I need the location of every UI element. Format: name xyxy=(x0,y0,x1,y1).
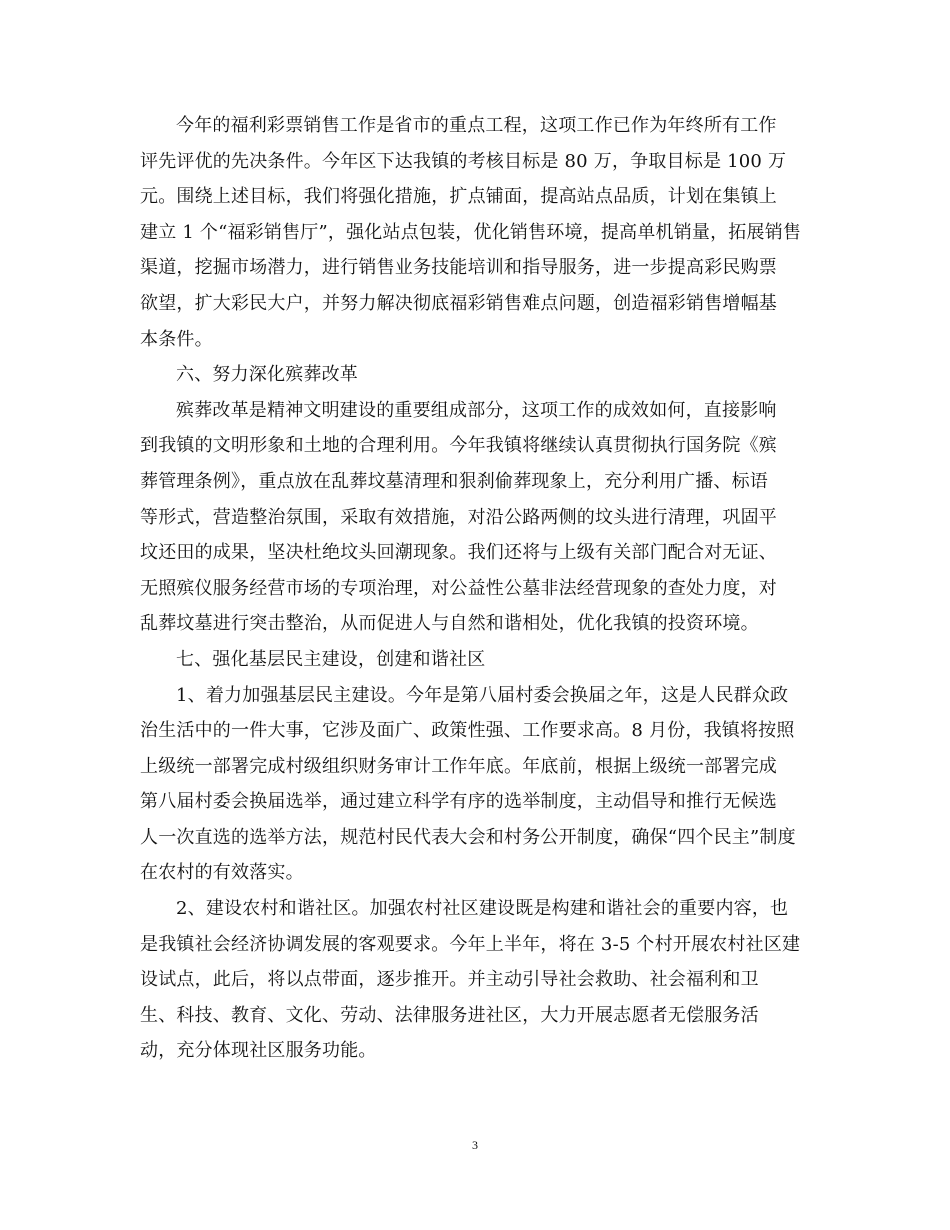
paragraph-line: 乱葬坟墓进行突击整治，从而促进人与自然和谐相处，优化我镇的投资环境。 xyxy=(140,613,759,635)
paragraph-line: 本条件。 xyxy=(140,328,213,350)
paragraph-line: 等形式，营造整治氛围，采取有效措施，对沿公路两侧的坟头进行清理，巩固平 xyxy=(140,506,777,528)
paragraph xyxy=(140,891,812,1069)
paragraph-line: 评先评优的先决条件。今年区下达我镇的考核目标是 80 万，争取目标是 100 万 xyxy=(140,150,787,172)
paragraph-line: 建立 1 个“福彩销售厅”，强化站点包装，优化销售环境，提高单机销量，拓展销售 xyxy=(140,221,802,243)
paragraph-line: 在农村的有效落实。 xyxy=(140,862,304,884)
paragraph-line: 设试点，此后，将以点带面，逐步推开。并主动引导社会救助、社会福利和卫 xyxy=(140,969,759,991)
paragraph-line: 欲望，扩大彩民大户，并努力解决彻底福彩销售难点问题，创造福彩销售增幅基 xyxy=(140,292,777,314)
section-heading xyxy=(140,357,812,393)
paragraph-line: 渠道，挖掘市场潜力，进行销售业务技能培训和指导服务，进一步提高彩民购票 xyxy=(140,257,777,279)
paragraph-line: 到我镇的文明形象和土地的合理利用。今年我镇将继续认真贯彻执行国务院《殡 xyxy=(140,435,777,457)
paragraph xyxy=(140,393,812,642)
document-body xyxy=(140,108,812,1069)
paragraph-line: 今年的福利彩票销售工作是省市的重点工程，这项工作已作为年终所有工作 xyxy=(176,115,777,136)
heading-text: 七、强化基层民主建设，创建和谐社区 xyxy=(176,648,486,670)
page-number: 3 xyxy=(472,1138,478,1152)
paragraph-line: 坟还田的成果，坚决杜绝坟头回潮现象。我们还将与上级有关部门配合对无证、 xyxy=(140,542,777,564)
paragraph-line: 无照殡仪服务经营市场的专项治理，对公益性公墓非法经营现象的查处力度，对 xyxy=(140,577,777,599)
paragraph-line: 2、建设农村和谐社区。加强农村社区建设既是构建和谐社会的重要内容，也 xyxy=(176,898,789,920)
paragraph-line: 治生活中的一件大事，它涉及面广、政策性强、工作要求高。8 月份，我镇将按照 xyxy=(140,720,795,742)
section-heading xyxy=(140,642,812,678)
paragraph-line: 动，充分体现社区服务功能。 xyxy=(140,1040,377,1062)
paragraph-line: 上级统一部署完成村级组织财务审计工作年底。年底前，根据上级统一部署完成 xyxy=(140,755,777,777)
paragraph xyxy=(140,678,812,892)
paragraph-line: 殡葬改革是精神文明建设的重要组成部分，这项工作的成效如何，直接影响 xyxy=(176,399,777,421)
heading-text: 六、努力深化殡葬改革 xyxy=(176,364,358,386)
paragraph-line: 1、着力加强基层民主建设。今年是第八届村委会换届之年，这是人民群众政 xyxy=(176,684,789,706)
paragraph xyxy=(140,108,812,357)
paragraph-line: 元。围绕上述目标，我们将强化措施，扩点铺面，提高站点品质，计划在集镇上 xyxy=(140,186,777,208)
paragraph-line: 人一次直选的选举方法，规范村民代表大会和村务公开制度，确保“四个民主”制度 xyxy=(140,826,796,848)
paragraph-line: 第八届村委会换届选举，通过建立科学有序的选举制度，主动倡导和推行无候选 xyxy=(140,791,777,813)
paragraph-line: 生、科技、教育、文化、劳动、法律服务进社区，大力开展志愿者无偿服务活 xyxy=(140,1004,759,1026)
paragraph-line: 葬管理条例》，重点放在乱葬坟墓清理和狠刹偷葬现象上，充分利用广播、标语 xyxy=(140,470,768,492)
paragraph-line: 是我镇社会经济协调发展的客观要求。今年上半年，将在 3-5 个村开展农村社区建 xyxy=(140,933,801,955)
